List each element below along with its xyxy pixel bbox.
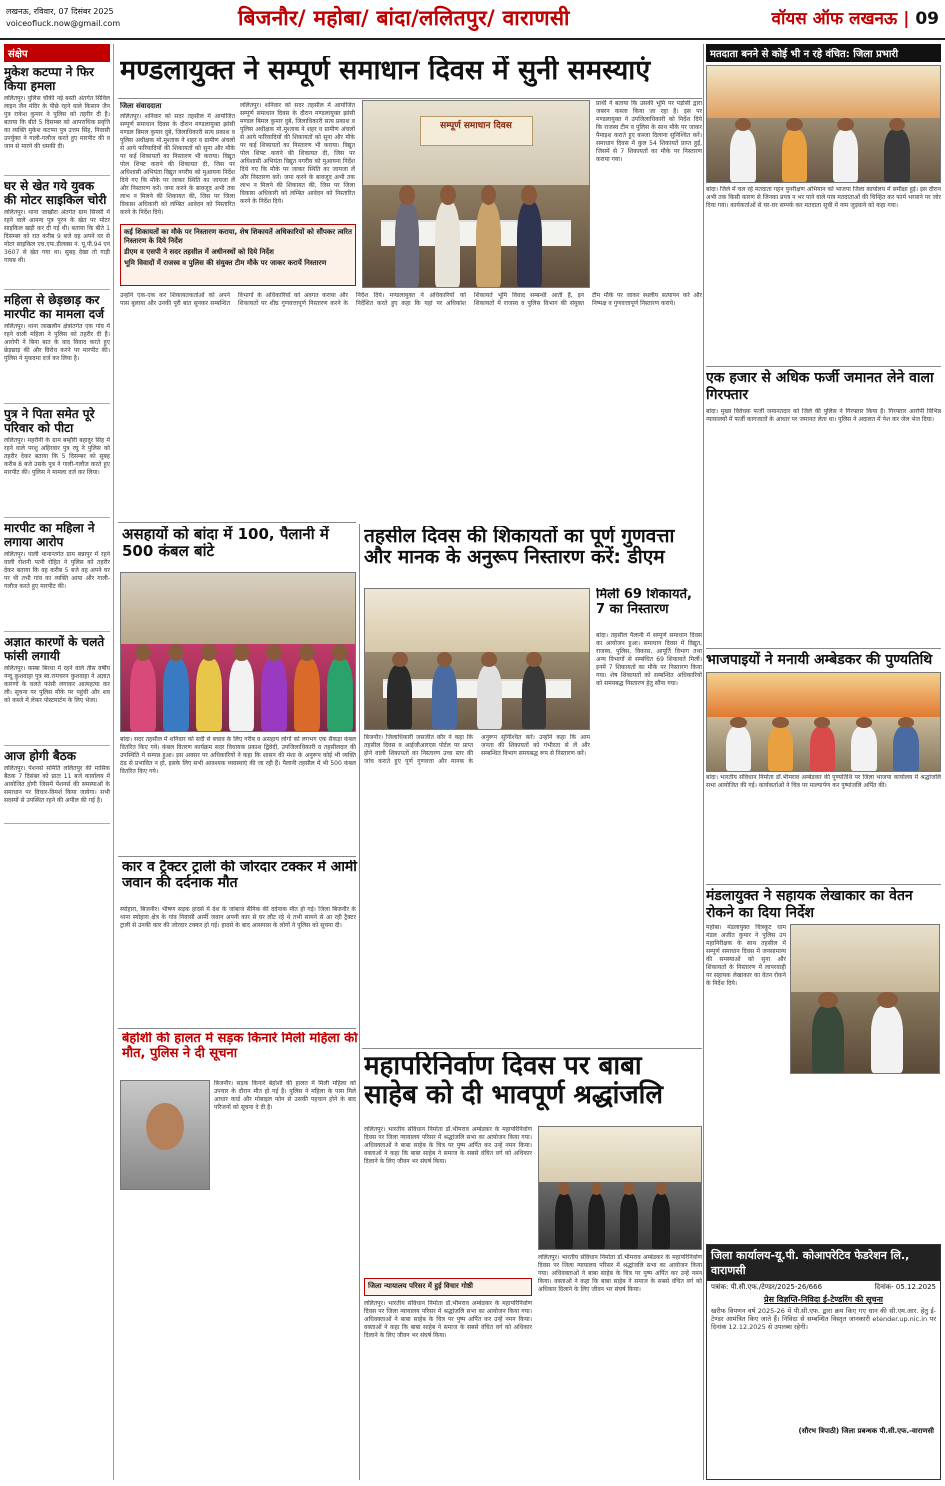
paper-title: वॉयस ऑफ लखनऊ: [771, 9, 898, 29]
brief-body: ललितपुर। पेंशनर्स समिति ललितपुर की मासिक बैठक 7 दिसंबर को प्रातः 11 बजे कार्यालय में आयोजित होगी जिसमें पेंशनर्स की समस्याओं के समाधान पर विचार-विमर्श किया जायेगा। सभी सदस्यों से उपस्थित रहने की अपील की गई है।: [4, 765, 110, 804]
blankets-body: बांदा। सदर तहसील में शनिवार को सर्दी से बचाव के लिए गरीब व असहाय लोगों को लगभग एक सैकड़ा कंबल वितरित किए गये। कंबल वितरण कार्यक्रम सदर विधायक प्रकाश द्विवेदी, उपजिलाधिकारी व तहसीलदार की उपस्थिति में सम्पन्न हुआ। इस अवसर पर अधिकारियों ने कहा कि शासन की मंशा के अनुरूप कोई भी व्यक्ति ठंड से प्रभावित न हो, इसके लिए सभी आवश्यक व्यवस्थाएं की जा रही हैं। पैलानी तहसील में भी 500 कंबल वितरित किए गये।: [120, 736, 356, 775]
tehsil-photo: [364, 588, 590, 730]
lead-col-2: [240, 102, 355, 220]
salary-body: महोबा। मंडलायुक्त चित्रकूट धाम मंडल अजीत कुमार ने पुलिस उप महानिरीक्षक के साथ तहसील में सम्पूर्ण समाधान दिवस में जनसामान्य की समस्याओं को सुना और शिकायतों के निस्तारण में लापरवाही पर सहायक लेखाकार का वेतन रोकने के निर्देश दिये।: [706, 924, 786, 987]
notice-meta: [707, 1281, 940, 1294]
notice-body: खरीफ विपणन वर्ष 2025-26 में पी.सी.एफ. द्वारा क्रय किए गए धान की सी.एम.आर. हेतु ई-टेण्डर आमंत्रित किए जाते हैं। निविदा से सम्बन्धित विस्तृत जानकारी etender.up.nic.in पर दिनांक 12.12.2025 से उपलब्ध रहेगी।: [711, 1307, 936, 1331]
blankets-headline: असहायों को बांदा में 100, पैलानी में 500 कंबल बांटे: [122, 526, 329, 560]
page-number: 09: [915, 9, 939, 29]
tehsil-side-sub: [596, 588, 702, 628]
highlight-item: भूमि विवादों में राजस्व व पुलिस की संयुक्त टीम मौके पर जाकर करायें निस्तारण: [124, 259, 327, 267]
brief-story: [4, 635, 110, 746]
brief-body: ललितपुर। महरौनी के ग्राम बम्हौरी बहादुर सिंह में रहने वाले परशु अहिरवार पुत्र रघु ने पुलिस को तहरीर देकर बताया कि 5 दिसम्बर को सुबह करीब 8 बजे उसके पुत्र ने गाली-गलौज करते हुए मारपीट की। पुलिस ने मामला दर्ज कर लिया।: [4, 437, 110, 476]
mahaparinirvan-photo: [538, 1126, 702, 1250]
tehsil-body2: बांदा। तहसील पैलानी में सम्पूर्ण समाधान दिवस का आयोजन हुआ। समाधान दिवस में विद्युत, राजस्व, पुलिस, विकास, आपूर्ति विभाग तथा अन्य विभागों से सम्बंधित 69 शिकायतें मिलीं। इनमें 7 शिकायतों का मौके पर निस्तारण किया गया। शेष शिकायतों को सम्बन्धित अधिकारियों को समयबद्ध निस्तारण हेतु सौंपा गया।: [596, 632, 702, 687]
notice-org: जिला कार्यालय-यू.पी. कोआपरेटिव फेडरेशन लि., वाराणसी: [707, 1245, 940, 1281]
mahaparinirvan-text-2: [538, 1254, 702, 1476]
voter-body: बांदा। जिले में चल रहे मतदाता गहन पुनरीक्षण अभियान को भाजपा जिला कार्यालय में समीक्षा हुई। इस दौरान अभी तक किसी कारण से जिनका प्रपत्र न भर पाने वाले पात्र मतदाताओं की चिन्हित कर फार्म भरवाने पर जोर दिया गया। कार्यकर्ताओं से घर-घर सम्पर्क कर मतदाता सूची में नाम जुड़वाने को कहा गया।: [706, 186, 941, 209]
tehsil-side-text: [596, 632, 702, 1044]
mahaparinirvan-body-cont: ललितपुर। भारतीय संविधान निर्माता डॉ.भीमराव अम्बेडकर के महापरिनिर्वाण दिवस पर जिला न्यायालय परिसर में श्रद्धांजलि सभा का आयोजन किया गया। अधिवक्ताओं ने बाबा साहेब के चित्र पर पुष्प अर्पित कर उन्हें नमन किया। वक्ताओं ने कहा कि बाबा साहेब ने समाज के सबसे वंचित वर्ग को अधिकार दिलाने के लिए जीवन भर संघर्ष किया।: [364, 1300, 532, 1339]
brief-title: मुकेश कटप्पा ने फिर किया हमला: [4, 65, 94, 93]
lead-highlights: [120, 224, 356, 286]
accident-text: [120, 906, 356, 1024]
brief-story: [4, 749, 110, 824]
tender-notice: [706, 1244, 941, 1480]
mahaparinirvan-body-2: ललितपुर। भारतीय संविधान निर्माता डॉ.भीमराव अम्बेडकर के महापरिनिर्वाण दिवस पर जिला न्यायालय परिसर में श्रद्धांजलि सभा का आयोजन किया गया। अधिवक्ताओं ने बाबा साहेब के चित्र पर पुष्प अर्पित कर उन्हें नमन किया। वक्ताओं ने कहा कि बाबा साहेब ने समाज के सबसे वंचित वर्ग को अधिकार दिलाने के लिए जीवन भर संघर्ष किया।: [538, 1254, 702, 1293]
paper-name: वॉयस ऑफ लखनऊ | 09: [771, 9, 939, 29]
notice-ref: पत्रांक: पी.सी.एफ./टेण्डर/2025-26/666: [711, 1283, 823, 1291]
brief-body: ललितपुर। थाना जाखौरा अंतर्गत ग्राम सिरसी में रहने वाले आनन्द पुत्र पूरन के खेत पर मोटर साइकिल खड़ी कर दी गई थी। बताया कि बीते 1 दिसम्बर को रात करीब 9 बजे वह अपने घर से मोटर साइकिल एच.एफ.डीलक्स नं. यू.पी.94 एन 3607 से खेत गया था। सुबह देखा तो गाड़ी गायब थी।: [4, 209, 110, 264]
mahaparinirvan-text: [364, 1126, 532, 1476]
blankets-text: [120, 736, 356, 854]
voter-photo: [706, 65, 941, 183]
mahaparinirvan-tag-box: [364, 1278, 532, 1296]
bjp-photo: [706, 672, 941, 772]
lead-body-cont: ललितपुर। शनिवार को सदर तहसील में आयोजित सम्पूर्ण समाधान दिवस के दौरान मण्डलायुक्त झांसी मण्डल बिमल कुमार दुबे, जिलाधिकारी सत्य प्रकाश व पुलिस अधीक्षक मो.मुश्ताक ने शहर व ग्रामीण अंचलों से आये फरियादियों की शिकायतों को सुना और मौके पर कई शिकायतों का निस्तारण भी कराया। विद्युत पोल शिफ्ट कराने की शिकायत दी, जिस पर अधिशासी अभियंता विद्युत नगरीय को मुआयना निर्देश दिये गए कि मौके पर जाकर स्थिति का जायजा लें और निस्तारण करें। जमा करने के बावजूद अभी तक लाभ न मिलने की शिकायत की, जिस पर जिला विकास अधिकारी को लम्बित आवेदन को निस्तारित करने के निर्देश दिये।: [240, 102, 355, 205]
tehsil-text: [364, 734, 590, 1044]
brief-story: [4, 179, 110, 290]
masthead: [0, 0, 945, 40]
brief-title: आज होगी बैठक: [4, 749, 76, 763]
tehsil-headline: तहसील दिवस की शिकायतों का पूर्ण गुणवत्ता और मानक के अनुरूप निस्तारण करें: डीएम: [364, 526, 675, 569]
accident-body: स्योहारा, बिजनौर। भीषण सड़क हादसे में देश के जांबाज सैनिक की दर्दनाक मौत हो गई। जिला बिजनौर के थाना स्योहारा क्षेत्र के गांव निवासी आर्मी जवान अपनी कार से घर लौट रहे थे तभी सामने से आ रही ट्रैक्टर ट्राली से उनकी कार की जोरदार टक्कर हो गई। हादसे के बाद आसपास के लोगों ने पुलिस को सूचना दी।: [120, 906, 356, 929]
accident-headline: कार व ट्रैक्टर ट्राली की जोरदार टक्कर में आर्मी जवान की दर्दनाक मौत: [122, 860, 357, 891]
bail-body: बांदा। मुख्य विवेचक फर्जी जमानतदार को जिले की पुलिस ने गिरफ्तार किया है। गिरफ्तार आरोपी विभिन्न न्यायालयों में फर्जी कागजातों के आधार पर जमानत लेता था। पुलिस ने अदालत में पेश कर जेल भेज दिया।: [706, 408, 941, 423]
bail-headline: एक हजार से अधिक फर्जी जमानत लेने वाला गिरफ्तार: [706, 366, 941, 406]
brief-story: [4, 293, 110, 404]
blankets-photo: [120, 572, 356, 732]
mahaparinirvan-tag: जिला न्यायालय परिसर में हुई विचार गोष्ठी: [368, 1282, 473, 1290]
voter-headline: मतदाता बनने से कोई भी न रहे वंचित: जिला प्रभारी: [706, 44, 941, 62]
highlight-item: कई शिकायतों का मौके पर निस्तारण कराया, शेष शिकायतें अधिकारियों को सौंपकर त्वरित निस्तारण के दिये निर्देश: [124, 228, 353, 245]
salary-photo: [790, 924, 940, 1074]
lead-photo: [362, 100, 590, 288]
bjp-headline: भाजपाइयों ने मनायी अम्बेडकर की पुण्यतिथि: [706, 648, 941, 670]
brief-title: मारपीट का महिला ने लगाया आरोप: [4, 521, 95, 549]
lead-lower: [120, 292, 702, 522]
tehsil-body: बिजनौर। जिलाधिकारी जसजीत कौर ने कहा कि तहसील दिवस व आईजीआरएस पोर्टल पर प्राप्त होने वाली शिकायतों का निस्तारण उच्च स्तर की जांच कराते हुए पूर्ण गुणवत्ता और मानक के अनुरूप सुनिश्चित करें। उन्होंने कहा कि आम जनता की शिकायतों को गंभीरता से लें और सम्बन्धित विभाग समयबद्ध रूप से निस्तारण करें।: [364, 734, 590, 765]
bjp-body: बांदा। भारतीय संविधान निर्माता डॉ.भीमराव अम्बेडकर की पुण्यतिथि पर जिला भाजपा कार्यालय में श्रद्धांजलि सभा आयोजित की गई। कार्यकर्ताओं ने चित्र पर माल्यार्पण कर पुष्पांजलि अर्पित की।: [706, 774, 941, 789]
mahaparinirvan-headline: महापरिनिर्वाण दिवस पर बाबा साहेब को दी भावपूर्ण श्रद्धांजलि: [364, 1052, 664, 1111]
notice-signatory: (सौरभ त्रिपाठी) जिला प्रबन्धक पी.सी.एफ.-वाराणसी: [798, 1427, 934, 1435]
brief-title: घर से खेत गये युवक की मोटर साइकिल चोरी: [4, 179, 107, 207]
brief-body: ललितपुर। थाना जाखलौन क्षेत्रांतर्गत एक गांव में रहने वाली महिला ने पुलिस को तहरीर दी है। आरोपी ने बिना बात के वाद विवाद करते हुए छेड़छाड़ की और विरोध करने पर मारपीट की। पुलिस ने मुकदमा दर्ज कर लिया है।: [4, 323, 110, 362]
brief-column: [4, 44, 114, 1480]
unconscious-headline: बेहोशी की हालत में सड़क किनारे मिली महिला की मौत, पुलिस ने दी सूचना: [122, 1032, 358, 1061]
lead-headline: मण्डलायुक्त ने सम्पूर्ण समाधान दिवस में सुनी समस्याएं: [120, 56, 651, 86]
brief-story: [4, 65, 110, 176]
lead-col-1: [120, 102, 235, 220]
photo-banner: सम्पूर्ण समाधान दिवस: [420, 116, 533, 146]
brief-story: [4, 407, 110, 518]
mahaparinirvan-body: ललितपुर। भारतीय संविधान निर्माता डॉ.भीमराव अम्बेडकर के महापरिनिर्वाण दिवस पर जिला न्यायालय परिसर में श्रद्धांजलि सभा का आयोजन किया गया। अधिवक्ताओं ने बाबा साहेब के चित्र पर पुष्प अर्पित कर उन्हें नमन किया। वक्ताओं ने कहा कि बाबा साहेब ने समाज के सबसे वंचित वर्ग को अधिकार दिलाने के लिए जीवन भर संघर्ष किया।: [364, 1126, 532, 1165]
lead-body-side: प्रार्थी ने बताया कि उसकी भूमि पर पड़ोसी द्वारा जबरन कब्जा किया जा रहा है। इस पर मण्डलायुक्त ने उपजिलाधिकारी को निर्देश दिये कि राजस्व टीम व पुलिस के साथ मौके पर जाकर पैमाइश कराते हुए कब्जा दिलाना सुनिश्चित करें। समाधान दिवस में कुल 54 शिकायतें प्राप्त हुईं, जिसमें से 7 शिकायतों का मौके पर निस्तारण कराया गया।: [596, 100, 702, 163]
section-title: बिजनौर/ महोबा/ बांदा/ललितपुर/ वाराणसी: [238, 6, 570, 30]
notice-title: प्रेस विज्ञप्ति-निविदा ई-टेण्डरिंग की सूचना: [764, 1295, 883, 1304]
brief-story: [4, 521, 110, 632]
brief-body: ललितपुर। पाली थानान्तर्गत ग्राम बन्नापुर में रहने वाली रोशनी पत्नी रोहित ने पुलिस को तहरीर देकर बताया कि वह करीब 5 बजे वह अपने घर पर थी तभी गांव का व्यक्ति आया और गाली-गलौज करते हुए मारपीट की।: [4, 551, 110, 590]
lead-col-side: [596, 100, 702, 290]
tehsil-subhead: मिलीं 69 शिकायतें, 7 का निस्तारण: [596, 588, 692, 617]
date-line: लखनऊ, रविवार, 07 दिसंबर 2025: [6, 7, 114, 16]
highlight-item: डीएम व एसपी ने सदर तहसील में अधीनस्थों को दिये निर्देश: [124, 248, 274, 256]
brief-title: पुत्र ने पिता समेत पूरे परिवार को पीटा: [4, 407, 95, 435]
notice-date: दिनांक- 05.12.2025: [874, 1283, 936, 1291]
salary-headline: मंडलायुक्त ने सहायक लेखाकार का वेतन रोकने का दिया निर्देश: [706, 884, 941, 922]
unconscious-photo: [120, 1080, 210, 1190]
lead-body2: उन्होंने एक-एक कर शिकायतकर्ताओं को अपने पास बुलाया और उनकी पूरी बात सुनकर सम्बन्धित विभागों के अधिकारियों को अवगत कराया और शिकायतों पर शीघ्र गुणवत्तापूर्ण निस्तारण करने के निर्देश दिये। मण्डलायुक्त ने अधिकारियों को निर्देशित करते हुए कहा कि यहां पर अधिकांश शिकायतें भूमि विवाद सम्बन्धी आती हैं, इन शिकायतों में राजस्व व पुलिस विभाग की संयुक्त टीम मौके पर जाकर स्थलीय सत्यापन करे और निष्पक्ष व गुणवत्तापूर्ण निस्तारण कराये।: [120, 292, 702, 307]
email: voiceofluck.now@gmail.com: [6, 19, 121, 28]
brief-title: अज्ञात कारणों के चलते फांसी लगायी: [4, 635, 105, 663]
unconscious-body: बिजनौर। सड़क किनारे बेहोशी की हालत में मिली महिला को उपचार के दौरान मौत हो गई है। पुलिस ने महिला के पास मिले आधार कार्ड और मोबाइल फोन से उसकी पहचान होने के बाद परिजनों को सूचना दे दी है।: [214, 1080, 356, 1111]
masthead-left: [6, 6, 120, 30]
brief-title: महिला से छेड़छाड़ कर मारपीट का मामला दर्ज: [4, 293, 105, 321]
brief-label: संक्षेप: [4, 44, 110, 62]
unconscious-text: [214, 1080, 356, 1470]
lead-body: ललितपुर। शनिवार को सदर तहसील में आयोजित सम्पूर्ण समाधान दिवस के दौरान मण्डलायुक्त झांसी मण्डल बिमल कुमार दुबे, जिलाधिकारी सत्य प्रकाश व पुलिस अधीक्षक मो.मुश्ताक ने शहर व ग्रामीण अंचलों से आये फरियादियों की शिकायतों को सुना और मौके पर कई शिकायतों का निस्तारण भी कराया। विद्युत पोल शिफ्ट कराने की शिकायत दी, जिस पर अधिशासी अभियंता विद्युत नगरीय को मुआयना निर्देश दिये गए कि मौके पर जाकर स्थिति का जायजा लें और निस्तारण करें। जमा करने के बावजूद अभी तक लाभ न मिलने की शिकायत की, जिस पर जिला विकास अधिकारी को लम्बित आवेदन को निस्तारित करने के निर्देश दिये।: [120, 113, 235, 216]
lead-byline: जिला संवाददाता: [120, 102, 162, 110]
brief-body: ललितपुर। पुलिस चौकी नई बस्ती अंतर्गत सिविल लाइन जैन मंदिर के पीछे रहने वाले किसान जैन पुत्र राकेश कुमार ने पुलिस को तहरीर दी है। बताया कि बीते 5 दिसम्बर को आपराधिक प्रवृत्ति का व्यक्ति मुकेश कटप्पा पुत्र उत्तम सिंह, निवासी उपर्युक्त ने गाली-गलौज करते हुए मारपीट की व जान से मारने की धमकी दी।: [4, 95, 110, 150]
brief-body: ललितपुर। कस्बा बिरधा में रहने वाले तीस वर्षीय नन्दू कुशवाहा पुत्र स्व.रामचरन कुशवाहा ने अज्ञात कारणों के चलते फांसी लगाकर आत्महत्या कर ली। सूचना पर पुलिस मौके पर पहुंची और शव को कब्जे में लेकर पोस्टमार्टम के लिए भेजा।: [4, 665, 110, 704]
